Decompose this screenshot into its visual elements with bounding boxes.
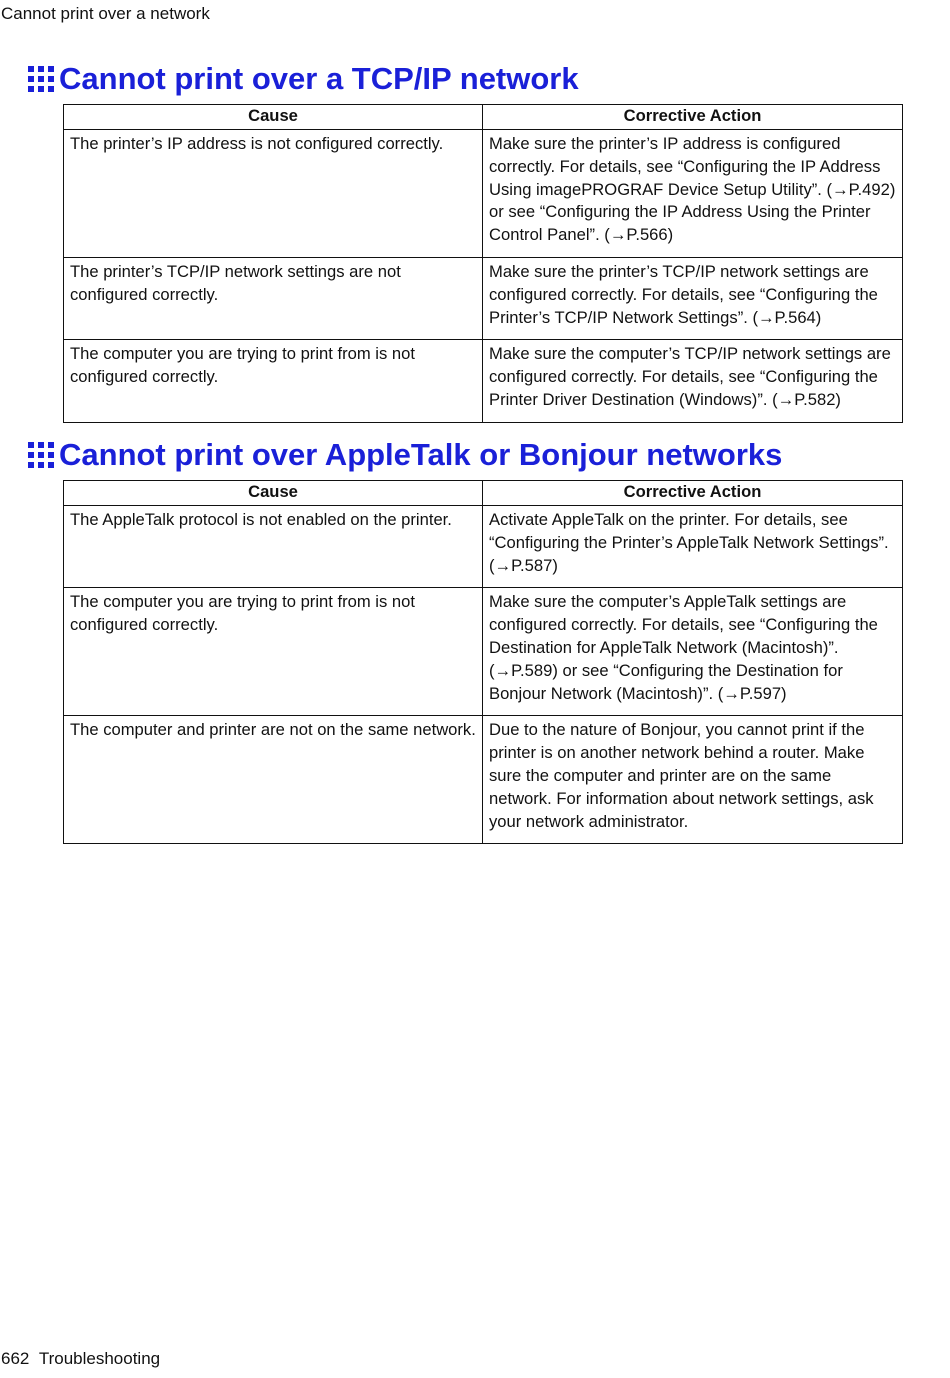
section-heading-text: Cannot print over AppleTalk or Bonjour networks	[59, 437, 783, 472]
corrective-action-cell: Activate AppleTalk on the printer. For details, see “Configuring the Printer’s AppleTalk Network Settings”. (→P.587)	[483, 506, 903, 588]
table-row	[64, 257, 903, 339]
cause-cell: The computer you are trying to print from is not configured correctly.	[64, 588, 483, 716]
chapter-name: Troubleshooting	[38, 1349, 161, 1368]
section-heading-appletalk-bonjour	[28, 437, 782, 473]
grid-icon	[28, 66, 54, 92]
cause-cell: The computer and printer are not on the same network.	[64, 716, 483, 844]
corrective-action-cell: Make sure the printer’s TCP/IP network settings are configured correctly. For details, see “Configuring the Printer’s TCP/IP Network Settings”. (→P.564)	[483, 257, 903, 339]
cause-cell: The printer’s IP address is not configured correctly.	[64, 130, 483, 258]
table-row	[64, 506, 903, 588]
corrective-action-cell: Due to the nature of Bonjour, you cannot print if the printer is on another network behind a router. Make sure the computer and printer are on the same network. For information about network settings, ask your network administrator.	[483, 716, 903, 844]
column-header-cause: Cause	[64, 481, 483, 506]
corrective-action-cell: Make sure the printer’s IP address is configured correctly. For details, see “Configuring the IP Address Using imagePROGRAF Device Setup Utility”. (→P.492) or see “Configuring the IP Address Using the Printer Control Panel”. (→P.566)	[483, 130, 903, 258]
table-row	[64, 340, 903, 422]
grid-icon	[28, 442, 54, 468]
cause-cell: The computer you are trying to print from is not configured correctly.	[64, 340, 483, 422]
corrective-action-cell: Make sure the computer’s AppleTalk settings are configured correctly. For details, see “Configuring the Destination for AppleTalk Network (Macintosh)”. (→P.589) or see “Configuring the Destination for Bonjour Network (Macintosh)”. (→P.597)	[483, 588, 903, 716]
corrective-action-cell: Make sure the computer’s TCP/IP network settings are configured correctly. For details, see “Configuring the Printer Driver Destination (Windows)”. (→P.582)	[483, 340, 903, 422]
troubleshooting-table-appletalk-bonjour	[63, 480, 903, 844]
column-header-cause: Cause	[64, 105, 483, 130]
table-header-row	[64, 481, 903, 506]
page-number: 662	[1, 1349, 30, 1368]
table-row	[64, 130, 903, 258]
section-heading-tcpip	[28, 61, 579, 97]
running-header: Cannot print over a network	[1, 4, 210, 23]
column-header-corrective-action: Corrective Action	[483, 105, 903, 130]
cause-cell: The AppleTalk protocol is not enabled on the printer.	[64, 506, 483, 588]
table-header-row	[64, 105, 903, 130]
table-row	[64, 716, 903, 844]
troubleshooting-table-tcpip	[63, 104, 903, 423]
table-row	[64, 588, 903, 716]
column-header-corrective-action: Corrective Action	[483, 481, 903, 506]
section-heading-text: Cannot print over a TCP/IP network	[59, 61, 579, 96]
cause-cell: The printer’s TCP/IP network settings are not configured correctly.	[64, 257, 483, 339]
page-footer	[1, 1349, 160, 1369]
